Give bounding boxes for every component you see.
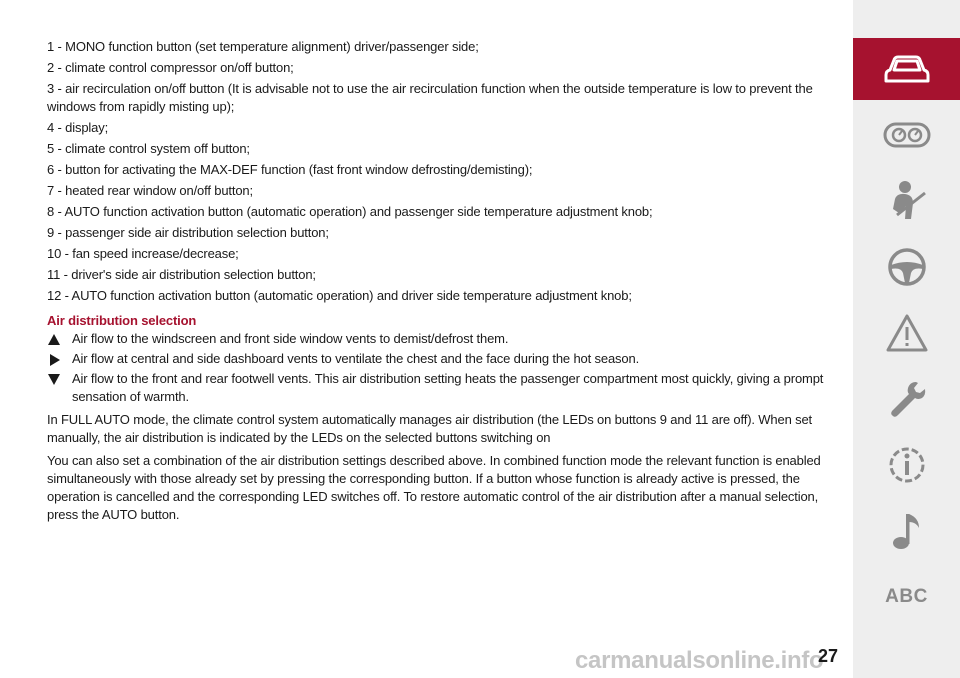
music-note-icon xyxy=(889,510,925,552)
section-heading: Air distribution selection xyxy=(47,313,197,328)
list-item: 6 - button for activating the MAX-DEF function (fast front window defrosting/demisting); xyxy=(47,162,533,177)
bullet-item xyxy=(47,330,847,348)
bullet-text: Air flow at central and side dashboard vents to ventilate the chest and the face during the hot season. xyxy=(72,351,640,366)
info-gear-icon xyxy=(885,443,929,487)
list-item: 3 - air recirculation on/off button (It is advisable not to use the air recirculation function when the outside temperature is low to prevent the windows from rapidly misting up); xyxy=(47,81,813,114)
list-item: 5 - climate control system off button; xyxy=(47,141,250,156)
manual-content xyxy=(47,38,847,524)
abc-index-label: ABC xyxy=(885,586,928,607)
chapter-tab-driving[interactable] xyxy=(853,236,960,298)
chapter-tab-technical-data[interactable] xyxy=(853,434,960,496)
list-item: 1 - MONO function button (set temperature alignment) driver/passenger side; xyxy=(47,39,479,54)
bullet-item xyxy=(47,370,847,406)
warning-triangle-icon xyxy=(885,313,929,353)
list-item: 12 - AUTO function activation button (automatic operation) and driver side temperature adjustment knob; xyxy=(47,288,632,303)
chapter-tab-dashboard[interactable] xyxy=(853,104,960,166)
list-item: 11 - driver's side air distribution selection button; xyxy=(47,267,316,282)
list-item: 10 - fan speed increase/decrease; xyxy=(47,246,239,261)
chapter-tab-emergency[interactable] xyxy=(853,302,960,364)
list-item: 9 - passenger side air distribution selection button; xyxy=(47,225,329,240)
list-item: 2 - climate control compressor on/off button; xyxy=(47,60,294,75)
seatbelt-person-icon xyxy=(885,179,929,223)
chapter-tab-multimedia[interactable] xyxy=(853,500,960,562)
bullet-item xyxy=(47,350,847,368)
chapter-tab-safety[interactable] xyxy=(853,170,960,232)
page-number: 27 xyxy=(818,646,839,666)
paragraph: In FULL AUTO mode, the climate control system automatically manages air distribution (the LEDs on buttons 9 and 11 are off). When set manually, the air distribution is indicated by the LEDs on the selected buttons switching on xyxy=(47,412,813,445)
chapter-tab-car[interactable] xyxy=(853,38,960,100)
gauges-icon xyxy=(883,121,931,149)
steering-wheel-icon xyxy=(887,247,927,287)
chapter-tab-maintenance[interactable] xyxy=(853,368,960,430)
bullet-text: Air flow to the front and rear footwell vents. This air distribution setting heats the passenger compartment most quickly, giving a prompt sensation of warmth. xyxy=(72,371,824,404)
chapter-sidebar xyxy=(853,0,960,678)
list-item: 7 - heated rear window on/off button; xyxy=(47,183,253,198)
arrow-down-icon xyxy=(48,374,60,385)
chapter-tab-index[interactable] xyxy=(853,566,960,628)
arrow-up-icon xyxy=(48,334,60,345)
watermark: carmanualsonline.info xyxy=(575,647,824,674)
wrench-icon xyxy=(886,378,928,420)
numbered-list xyxy=(47,38,847,305)
paragraph: You can also set a combination of the air distribution settings described above. In combined function mode the relevant function is enabled simultaneously with those already set by pressing the corresponding button. If a button whose function is already active is pressed, the operation is cancelled and the corresponding LED switches off. To restore automatic control of the air distribution after a manual selection, press the AUTO button. xyxy=(47,453,821,522)
arrow-right-icon xyxy=(50,354,60,366)
list-item: 4 - display; xyxy=(47,120,109,135)
car-icon xyxy=(884,54,930,84)
list-item: 8 - AUTO function activation button (automatic operation) and passenger side temperature adjustment knob; xyxy=(47,204,653,219)
bullet-text: Air flow to the windscreen and front side window vents to demist/defrost them. xyxy=(72,331,509,346)
